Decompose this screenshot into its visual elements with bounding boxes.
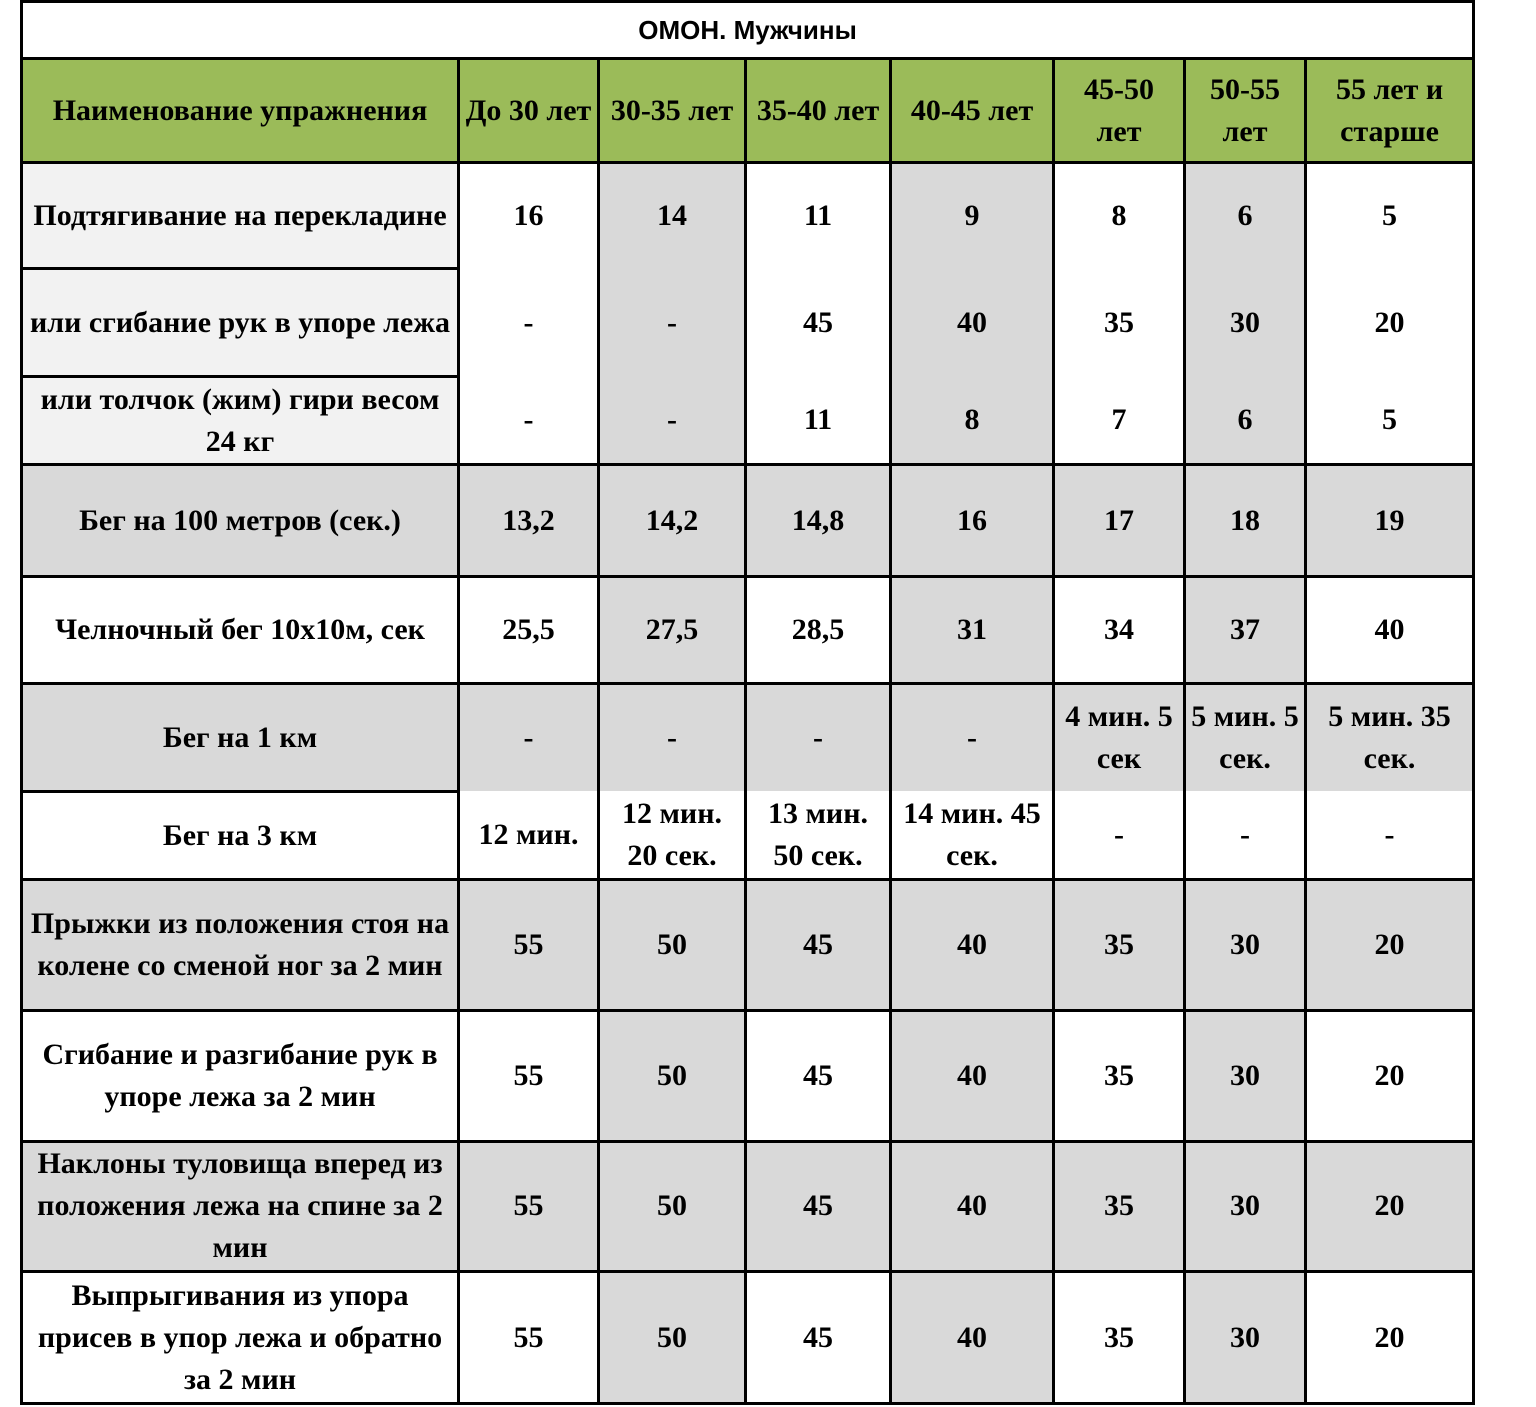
value-cell: 16 — [891, 465, 1054, 577]
exercise-name: Бег на 3 км — [22, 791, 459, 879]
value-cell: 34 — [1054, 576, 1185, 684]
value-cell: 6 — [1185, 162, 1306, 269]
exercise-name: Бег на 1 км — [22, 684, 459, 792]
value-cell: 35 — [1054, 1141, 1185, 1272]
value-cell: 30 — [1185, 1141, 1306, 1272]
header-age-group: 45-50 лет — [1054, 59, 1185, 163]
value-cell: 14 — [599, 162, 746, 269]
value-cell: 20 — [1306, 1272, 1474, 1404]
value-cell: 45 — [746, 1010, 891, 1141]
value-cell: 6 — [1185, 376, 1306, 464]
value-cell: 30 — [1185, 1272, 1306, 1404]
exercise-name: Наклоны туловища вперед из положения лежа на спине за 2 мин — [22, 1141, 459, 1272]
value-cell: - — [1054, 791, 1185, 879]
value-cell: 30 — [1185, 1010, 1306, 1141]
value-cell: 40 — [891, 1010, 1054, 1141]
table-row — [22, 1272, 1474, 1404]
header-age-group: До 30 лет — [459, 59, 599, 163]
value-cell: 35 — [1054, 1272, 1185, 1404]
table-row — [22, 880, 1474, 1011]
value-cell: 14,8 — [746, 465, 891, 577]
value-cell: 20 — [1306, 269, 1474, 377]
value-cell: 5 мин. 35 сек. — [1306, 684, 1474, 792]
value-cell: 5 мин. 5 сек. — [1185, 684, 1306, 792]
value-cell: 11 — [746, 162, 891, 269]
standards-table — [20, 0, 1475, 1405]
value-cell: 55 — [459, 880, 599, 1011]
value-cell: 28,5 — [746, 576, 891, 684]
value-cell: 13,2 — [459, 465, 599, 577]
value-cell: 13 мин. 50 сек. — [746, 791, 891, 879]
value-cell: 27,5 — [599, 576, 746, 684]
value-cell: 18 — [1185, 465, 1306, 577]
value-cell: 55 — [459, 1010, 599, 1141]
table-row — [22, 376, 1474, 464]
value-cell: - — [599, 269, 746, 377]
value-cell: 50 — [599, 1010, 746, 1141]
header-age-group: 55 лет и старше — [1306, 59, 1474, 163]
table-row — [22, 576, 1474, 684]
table-title: ОМОН. Мужчины — [22, 2, 1474, 59]
value-cell: - — [459, 684, 599, 792]
value-cell: 35 — [1054, 880, 1185, 1011]
value-cell: - — [1185, 791, 1306, 879]
exercise-name: Сгибание и разгибание рук в упоре лежа за 2 мин — [22, 1010, 459, 1141]
value-cell: 17 — [1054, 465, 1185, 577]
value-cell: 20 — [1306, 880, 1474, 1011]
exercise-name: или сгибание рук в упоре лежа — [22, 269, 459, 377]
value-cell: - — [746, 684, 891, 792]
value-cell: 8 — [1054, 162, 1185, 269]
value-cell: 45 — [746, 1141, 891, 1272]
value-cell: 35 — [1054, 269, 1185, 377]
value-cell: 14,2 — [599, 465, 746, 577]
header-age-group: 35-40 лет — [746, 59, 891, 163]
value-cell: 5 — [1306, 162, 1474, 269]
value-cell: 40 — [891, 1272, 1054, 1404]
header-age-group: 40-45 лет — [891, 59, 1054, 163]
value-cell: 16 — [459, 162, 599, 269]
value-cell: 8 — [891, 376, 1054, 464]
value-cell: - — [599, 376, 746, 464]
value-cell: 45 — [746, 1272, 891, 1404]
value-cell: - — [1306, 791, 1474, 879]
exercise-name: или толчок (жим) гири весом 24 кг — [22, 376, 459, 464]
value-cell: 9 — [891, 162, 1054, 269]
value-cell: 45 — [746, 269, 891, 377]
value-cell: 12 мин. — [459, 791, 599, 879]
value-cell: - — [459, 269, 599, 377]
value-cell: 25,5 — [459, 576, 599, 684]
value-cell: 37 — [1185, 576, 1306, 684]
value-cell: 4 мин. 5 сек — [1054, 684, 1185, 792]
table-row — [22, 465, 1474, 577]
value-cell: 14 мин. 45 сек. — [891, 791, 1054, 879]
value-cell: 30 — [1185, 269, 1306, 377]
table-row — [22, 1010, 1474, 1141]
value-cell: 20 — [1306, 1141, 1474, 1272]
table-row — [22, 791, 1474, 879]
value-cell: 50 — [599, 880, 746, 1011]
header-age-group: 30-35 лет — [599, 59, 746, 163]
table-row — [22, 269, 1474, 377]
value-cell: 40 — [891, 880, 1054, 1011]
value-cell: 30 — [1185, 880, 1306, 1011]
value-cell: - — [599, 684, 746, 792]
value-cell: 40 — [1306, 576, 1474, 684]
table-row — [22, 1141, 1474, 1272]
exercise-name: Челночный бег 10х10м, сек — [22, 576, 459, 684]
value-cell: 50 — [599, 1272, 746, 1404]
value-cell: 45 — [746, 880, 891, 1011]
exercise-name: Выпрыгивания из упора присев в упор лежа и обратно за 2 мин — [22, 1272, 459, 1404]
value-cell: 5 — [1306, 376, 1474, 464]
exercise-name: Прыжки из положения стоя на колене со сменой ног за 2 мин — [22, 880, 459, 1011]
value-cell: 7 — [1054, 376, 1185, 464]
header-age-group: 50-55 лет — [1185, 59, 1306, 163]
exercise-name: Бег на 100 метров (сек.) — [22, 465, 459, 577]
value-cell: 11 — [746, 376, 891, 464]
value-cell: 35 — [1054, 1010, 1185, 1141]
table-row — [22, 162, 1474, 269]
header-exercise: Наименование упражнения — [22, 59, 459, 163]
value-cell: 40 — [891, 1141, 1054, 1272]
value-cell: 31 — [891, 576, 1054, 684]
value-cell: 20 — [1306, 1010, 1474, 1141]
table-row — [22, 684, 1474, 792]
value-cell: 50 — [599, 1141, 746, 1272]
exercise-name: Подтягивание на перекладине — [22, 162, 459, 269]
value-cell: - — [459, 376, 599, 464]
value-cell: - — [891, 684, 1054, 792]
value-cell: 12 мин. 20 сек. — [599, 791, 746, 879]
value-cell: 55 — [459, 1272, 599, 1404]
header-row — [22, 59, 1474, 163]
value-cell: 40 — [891, 269, 1054, 377]
value-cell: 55 — [459, 1141, 599, 1272]
value-cell: 19 — [1306, 465, 1474, 577]
